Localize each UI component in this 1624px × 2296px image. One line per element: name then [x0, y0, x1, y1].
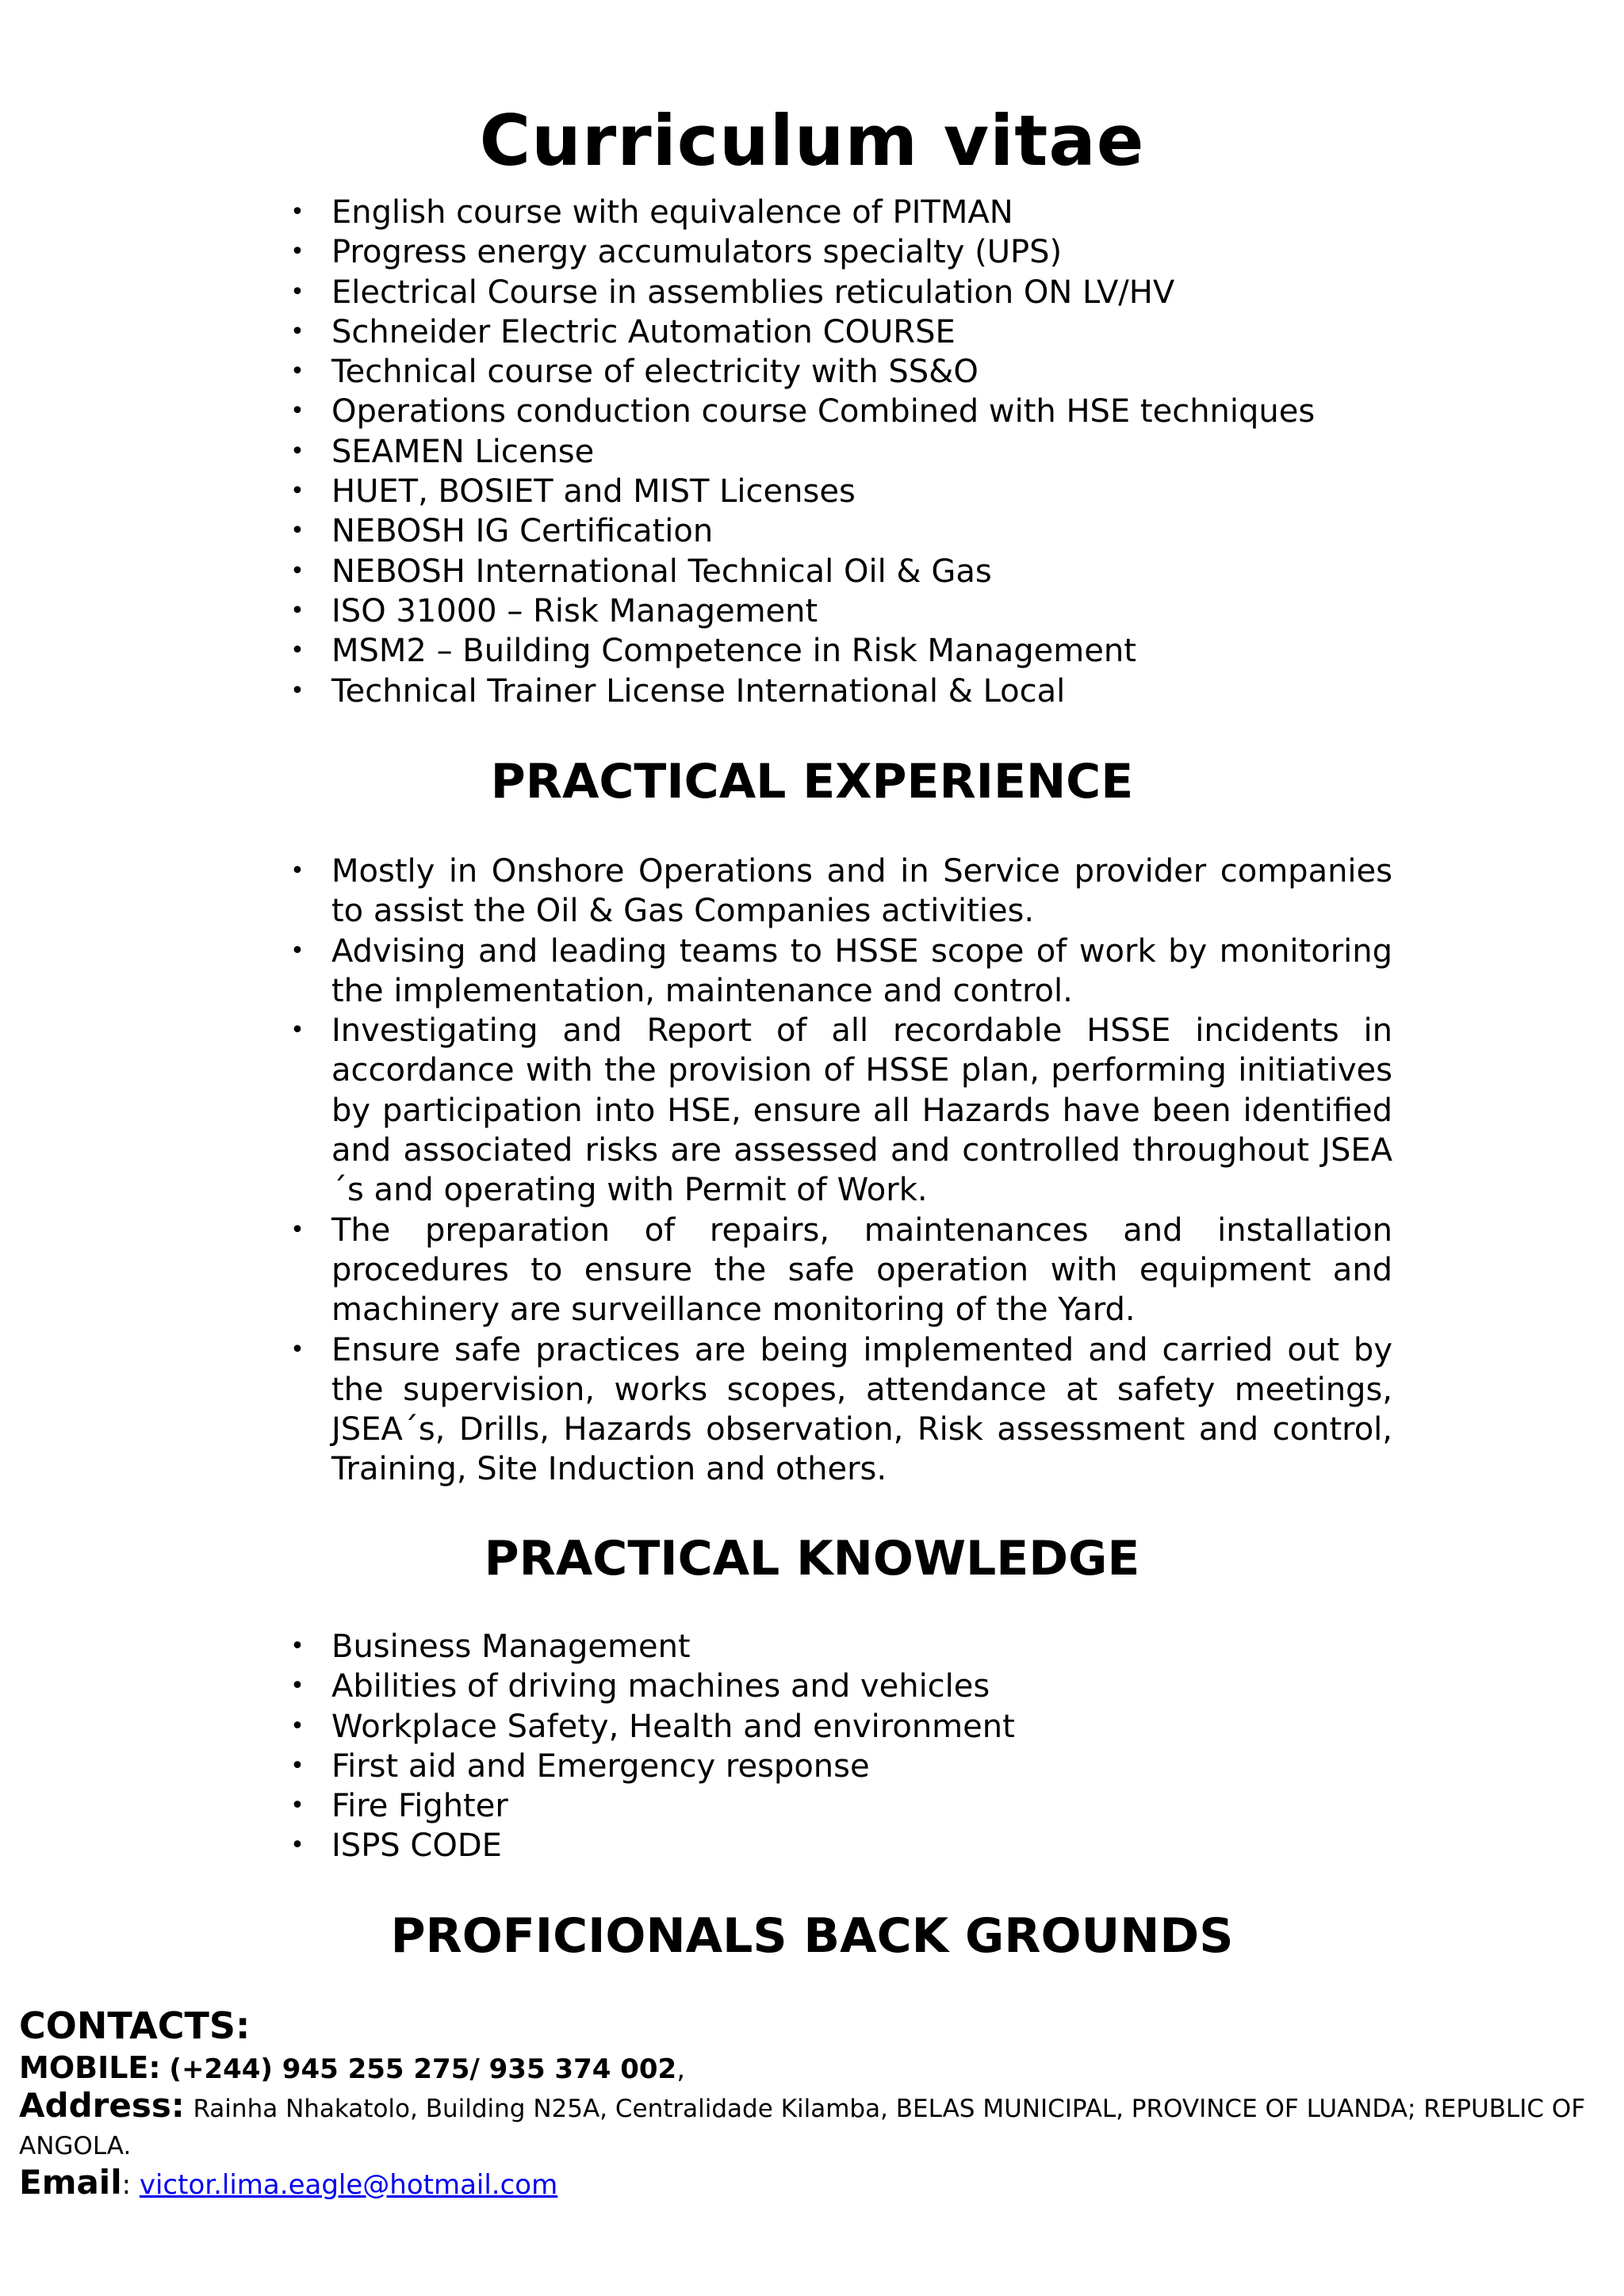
bullet-icon: •: [290, 1335, 304, 1364]
list-item-text: Electrical Course in assemblies reticulation ON LV/HV: [331, 274, 1175, 311]
list-item-text: Progress energy accumulators specialty (UPS): [331, 234, 1063, 271]
practical-experience-list: [290, 851, 1392, 1490]
list-item-text: Business Management: [331, 1628, 691, 1665]
list-item: [290, 392, 1392, 431]
bullet-icon: •: [290, 857, 304, 885]
list-item-text: Operations conduction course Combined with HSE techniques: [331, 393, 1316, 430]
list-item: [290, 1667, 1392, 1706]
bullet-icon: •: [290, 517, 304, 545]
list-item-text: Schneider Electric Automation COURSE: [331, 313, 956, 350]
bullet-icon: •: [290, 238, 304, 266]
list-item-text: ISO 31000 – Risk Management: [331, 592, 818, 629]
bullet-icon: •: [290, 277, 304, 306]
bullet-icon: •: [290, 1751, 304, 1780]
bullet-icon: •: [290, 1712, 304, 1740]
courses-list: [290, 193, 1392, 711]
list-item: [290, 932, 1392, 1012]
bullet-icon: •: [290, 596, 304, 625]
list-item-text: NEBOSH International Technical Oil & Gas: [331, 553, 992, 590]
list-item: [290, 1627, 1392, 1667]
email-label: Email: [19, 2163, 122, 2202]
list-item: [290, 1786, 1392, 1826]
list-item-text: SEAMEN License: [331, 433, 595, 470]
email-separator: :: [121, 2169, 140, 2201]
list-item-text: Technical course of electricity with SS&O: [331, 354, 979, 391]
list-item: [290, 1211, 1392, 1330]
list-item-text: Technical Trainer License International & Local: [331, 672, 1066, 710]
list-item-text: ISPS CODE: [331, 1827, 502, 1865]
mobile-value: (+244) 945 255 275/ 935 374 002: [169, 2053, 677, 2085]
bullet-icon: •: [290, 1215, 304, 1244]
list-item-text: Investigating and Report of all recordable HSSE incidents in accordance with the provision of HSSE plan, performing initiatives by participation into HSE, ensure all Hazards have been identified and associated risks are assessed and controlled throughout JSEA´s and operating with Permit of Work.: [331, 1012, 1392, 1209]
mobile-suffix: ,: [676, 2053, 686, 2085]
mobile-label: MOBILE:: [19, 2050, 161, 2085]
list-item-text: Fire Fighter: [331, 1788, 508, 1825]
list-item: [290, 851, 1392, 932]
list-item: [290, 273, 1392, 312]
list-item: [290, 631, 1392, 671]
bullet-icon: •: [290, 936, 304, 965]
mobile-line: [19, 2049, 1605, 2087]
list-item: [290, 672, 1392, 711]
list-item-text: Advising and leading teams to HSSE scope of work by monitoring the implementation, maintenance and control.: [331, 932, 1392, 1009]
bullet-icon: •: [290, 1632, 304, 1660]
list-item: [290, 232, 1392, 272]
bullet-icon: •: [290, 1672, 304, 1701]
list-item-text: MSM2 – Building Competence in Risk Management: [331, 633, 1136, 670]
bullet-icon: •: [290, 637, 304, 665]
list-item: [290, 591, 1392, 631]
section-heading-proficionals-back-grounds: PROFICIONALS BACK GROUNDS: [390, 1908, 1234, 1964]
list-item: [290, 432, 1392, 472]
list-item: [290, 352, 1392, 392]
address-line: [19, 2087, 1605, 2164]
list-item-text: HUET, BOSIET and MIST Licenses: [331, 473, 856, 511]
bullet-icon: •: [290, 317, 304, 346]
bullet-icon: •: [290, 358, 304, 386]
list-item-text: English course with equivalence of PITMAN: [331, 194, 1013, 231]
list-item-text: Mostly in Onshore Operations and in Service provider companies to assist the Oil & Gas Companies activities.: [331, 853, 1392, 930]
list-item: [290, 1330, 1392, 1490]
bullet-icon: •: [290, 437, 304, 465]
list-item: [290, 552, 1392, 591]
contacts-heading: CONTACTS:: [19, 2004, 251, 2047]
list-item: [290, 193, 1392, 232]
bullet-icon: •: [290, 397, 304, 426]
list-item: [290, 1707, 1392, 1747]
bullet-icon: •: [290, 1016, 304, 1045]
contacts-section: [19, 2002, 1605, 2203]
list-item: [290, 1747, 1392, 1786]
practical-knowledge-list: [290, 1627, 1392, 1866]
section-heading-practical-experience: PRACTICAL EXPERIENCE: [490, 754, 1134, 809]
list-item: [290, 1826, 1392, 1866]
email-line: [19, 2164, 1605, 2203]
address-label: Address:: [19, 2086, 185, 2125]
list-item-text: NEBOSH IG Certification: [331, 513, 714, 550]
list-item: [290, 1011, 1392, 1210]
bullet-icon: •: [290, 557, 304, 585]
section-heading-practical-knowledge: PRACTICAL KNOWLEDGE: [484, 1531, 1140, 1586]
bullet-icon: •: [290, 1831, 304, 1860]
list-item: [290, 511, 1392, 551]
document-title: Curriculum vitae: [479, 100, 1145, 182]
list-item-text: Workplace Safety, Health and environment: [331, 1708, 1015, 1745]
list-item-text: Ensure safe practices are being implemented and carried out by the supervision, works scopes, attendance at safety meetings, JSEA´s, Drills, Hazards observation, Risk assessment and control, Training, Site Induction and others.: [331, 1331, 1392, 1488]
bullet-icon: •: [290, 676, 304, 705]
bullet-icon: •: [290, 198, 304, 226]
address-value: Rainha Nhakatolo, Building N25A, Centralidade Kilamba, BELAS MUNICIPAL, PROVINCE OF LUANDA; REPUBLIC OF ANGOLA.: [19, 2095, 1586, 2160]
bullet-icon: •: [290, 1792, 304, 1820]
list-item: [290, 312, 1392, 352]
email-link[interactable]: victor.lima.eagle@hotmail.com: [139, 2169, 558, 2201]
list-item-text: Abilities of driving machines and vehicles: [331, 1668, 990, 1705]
bullet-icon: •: [290, 477, 304, 506]
list-item: [290, 472, 1392, 511]
list-item-text: The preparation of repairs, maintenances and installation procedures to ensure the safe operation with equipment and machinery are surveillance monitoring of the Yard.: [331, 1211, 1392, 1329]
list-item-text: First aid and Emergency response: [331, 1747, 870, 1785]
